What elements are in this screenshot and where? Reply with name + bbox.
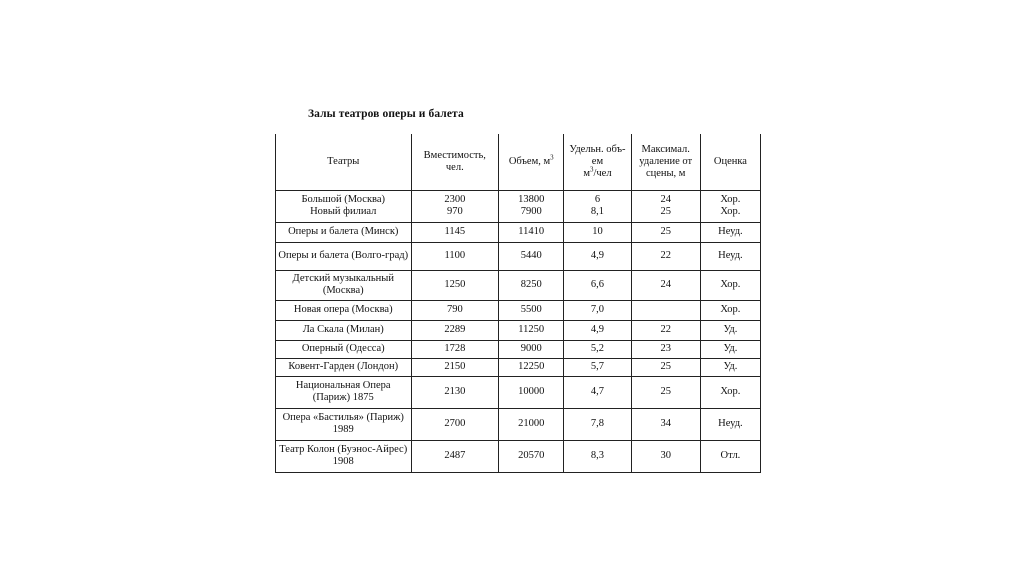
cell-specific-line: 8,1 [590, 206, 604, 217]
header-volume-text: Объем, м [508, 155, 551, 167]
table-title: Залы театров оперы и балета [308, 108, 464, 120]
cell-specific: 5,2 [564, 340, 631, 358]
cell-specific: 8,3 [564, 440, 631, 472]
cell-capacity: 2700 [411, 408, 499, 440]
cell-theater-line: Новый филиал [310, 206, 377, 217]
cell-distance: 22 [631, 320, 700, 340]
cell-theater: Оперный (Одесса) [276, 340, 412, 358]
header-max-distance: Максимал. удаление от сцены, м [631, 134, 700, 190]
cell-distance [631, 300, 700, 320]
header-theater: Театры [276, 134, 412, 190]
cell-capacity: 1145 [411, 222, 499, 242]
cell-distance: 22 [631, 242, 700, 270]
table-row [276, 242, 761, 270]
cell-distance: 25 [631, 376, 700, 408]
cell-capacity [411, 190, 499, 222]
cell-capacity: 790 [411, 300, 499, 320]
cell-theater: Ковент-Гарден (Лондон) [276, 358, 412, 376]
cell-grade: Хор. [700, 270, 760, 300]
cell-theater-line: Большой (Москва) [301, 194, 386, 205]
cell-specific: 4,9 [564, 242, 631, 270]
cell-volume-line: 13800 [518, 194, 545, 205]
cell-grade: Неуд. [700, 408, 760, 440]
cell-volume [499, 190, 564, 222]
cell-volume: 10000 [499, 376, 564, 408]
cell-theater: Национальная Опера (Париж) 1875 [276, 376, 412, 408]
header-row [276, 134, 761, 190]
cell-volume: 5440 [499, 242, 564, 270]
cell-capacity: 2130 [411, 376, 499, 408]
cell-specific: 5,7 [564, 358, 631, 376]
cell-distance: 25 [631, 222, 700, 242]
table-row [276, 440, 761, 472]
cell-specific: 7,0 [564, 300, 631, 320]
cell-volume: 5500 [499, 300, 564, 320]
cell-capacity: 1100 [411, 242, 499, 270]
cell-theater [276, 190, 412, 222]
cell-capacity-line: 2300 [444, 194, 466, 205]
cell-theater: Детский музыкальный (Москва) [276, 270, 412, 300]
cell-distance [631, 190, 700, 222]
cell-theater: Новая опера (Москва) [276, 300, 412, 320]
cell-volume: 12250 [499, 358, 564, 376]
cell-distance: 24 [631, 270, 700, 300]
cell-distance-line: 24 [660, 194, 671, 205]
cell-volume: 11250 [499, 320, 564, 340]
header-specific-unit: м [583, 167, 590, 179]
table-body [276, 190, 761, 472]
cell-specific: 4,7 [564, 376, 631, 408]
cell-distance: 30 [631, 440, 700, 472]
cell-distance-line: 25 [660, 206, 671, 217]
table-row [276, 190, 761, 222]
header-capacity: Вместимость, чел. [411, 134, 499, 190]
cell-theater: Театр Колон (Буэнос-Айрес) 1908 [276, 440, 412, 472]
table-row [276, 376, 761, 408]
table-row [276, 300, 761, 320]
cell-capacity: 1728 [411, 340, 499, 358]
cell-grade: Неуд. [700, 222, 760, 242]
cell-volume-line: 7900 [520, 206, 542, 217]
cell-grade-line: Хор. [720, 206, 741, 217]
cell-grade: Неуд. [700, 242, 760, 270]
cell-grade-line: Хор. [720, 194, 741, 205]
cell-volume: 9000 [499, 340, 564, 358]
header-specific-text: Удельн. объ-ем [569, 143, 626, 167]
cell-volume: 21000 [499, 408, 564, 440]
cell-specific: 6,6 [564, 270, 631, 300]
header-specific-per: /чел [593, 167, 612, 179]
table-row [276, 320, 761, 340]
table-row [276, 408, 761, 440]
cell-grade: Уд. [700, 340, 760, 358]
cell-volume: 20570 [499, 440, 564, 472]
cell-theater: Оперы и балета (Волго-град) [276, 242, 412, 270]
cell-grade: Хор. [700, 300, 760, 320]
cell-theater: Оперы и балета (Минск) [276, 222, 412, 242]
cell-theater: Опера «Бастилья» (Париж) 1989 [276, 408, 412, 440]
cell-specific: 10 [564, 222, 631, 242]
cell-theater: Ла Скала (Милан) [276, 320, 412, 340]
cell-specific [564, 190, 631, 222]
table-row [276, 340, 761, 358]
cell-distance: 23 [631, 340, 700, 358]
cell-capacity: 2487 [411, 440, 499, 472]
cell-volume: 8250 [499, 270, 564, 300]
header-specific-sup: 3 [589, 165, 594, 174]
table-row [276, 270, 761, 300]
cell-distance: 34 [631, 408, 700, 440]
cell-grade: Уд. [700, 358, 760, 376]
header-volume-sup: 3 [550, 153, 554, 162]
cell-capacity: 2289 [411, 320, 499, 340]
cell-volume: 11410 [499, 222, 564, 242]
cell-grade [700, 190, 760, 222]
header-specific-volume [564, 134, 631, 190]
cell-grade: Хор. [700, 376, 760, 408]
cell-specific-line: 6 [594, 194, 601, 205]
cell-grade: Уд. [700, 320, 760, 340]
header-volume [499, 134, 564, 190]
table-row [276, 358, 761, 376]
cell-distance: 25 [631, 358, 700, 376]
theater-halls-table [275, 134, 761, 473]
header-grade: Оценка [700, 134, 760, 190]
table-row [276, 222, 761, 242]
cell-capacity: 1250 [411, 270, 499, 300]
cell-capacity-line: 970 [446, 206, 463, 217]
cell-grade: Отл. [700, 440, 760, 472]
cell-specific: 7,8 [564, 408, 631, 440]
cell-capacity: 2150 [411, 358, 499, 376]
cell-specific: 4,9 [564, 320, 631, 340]
